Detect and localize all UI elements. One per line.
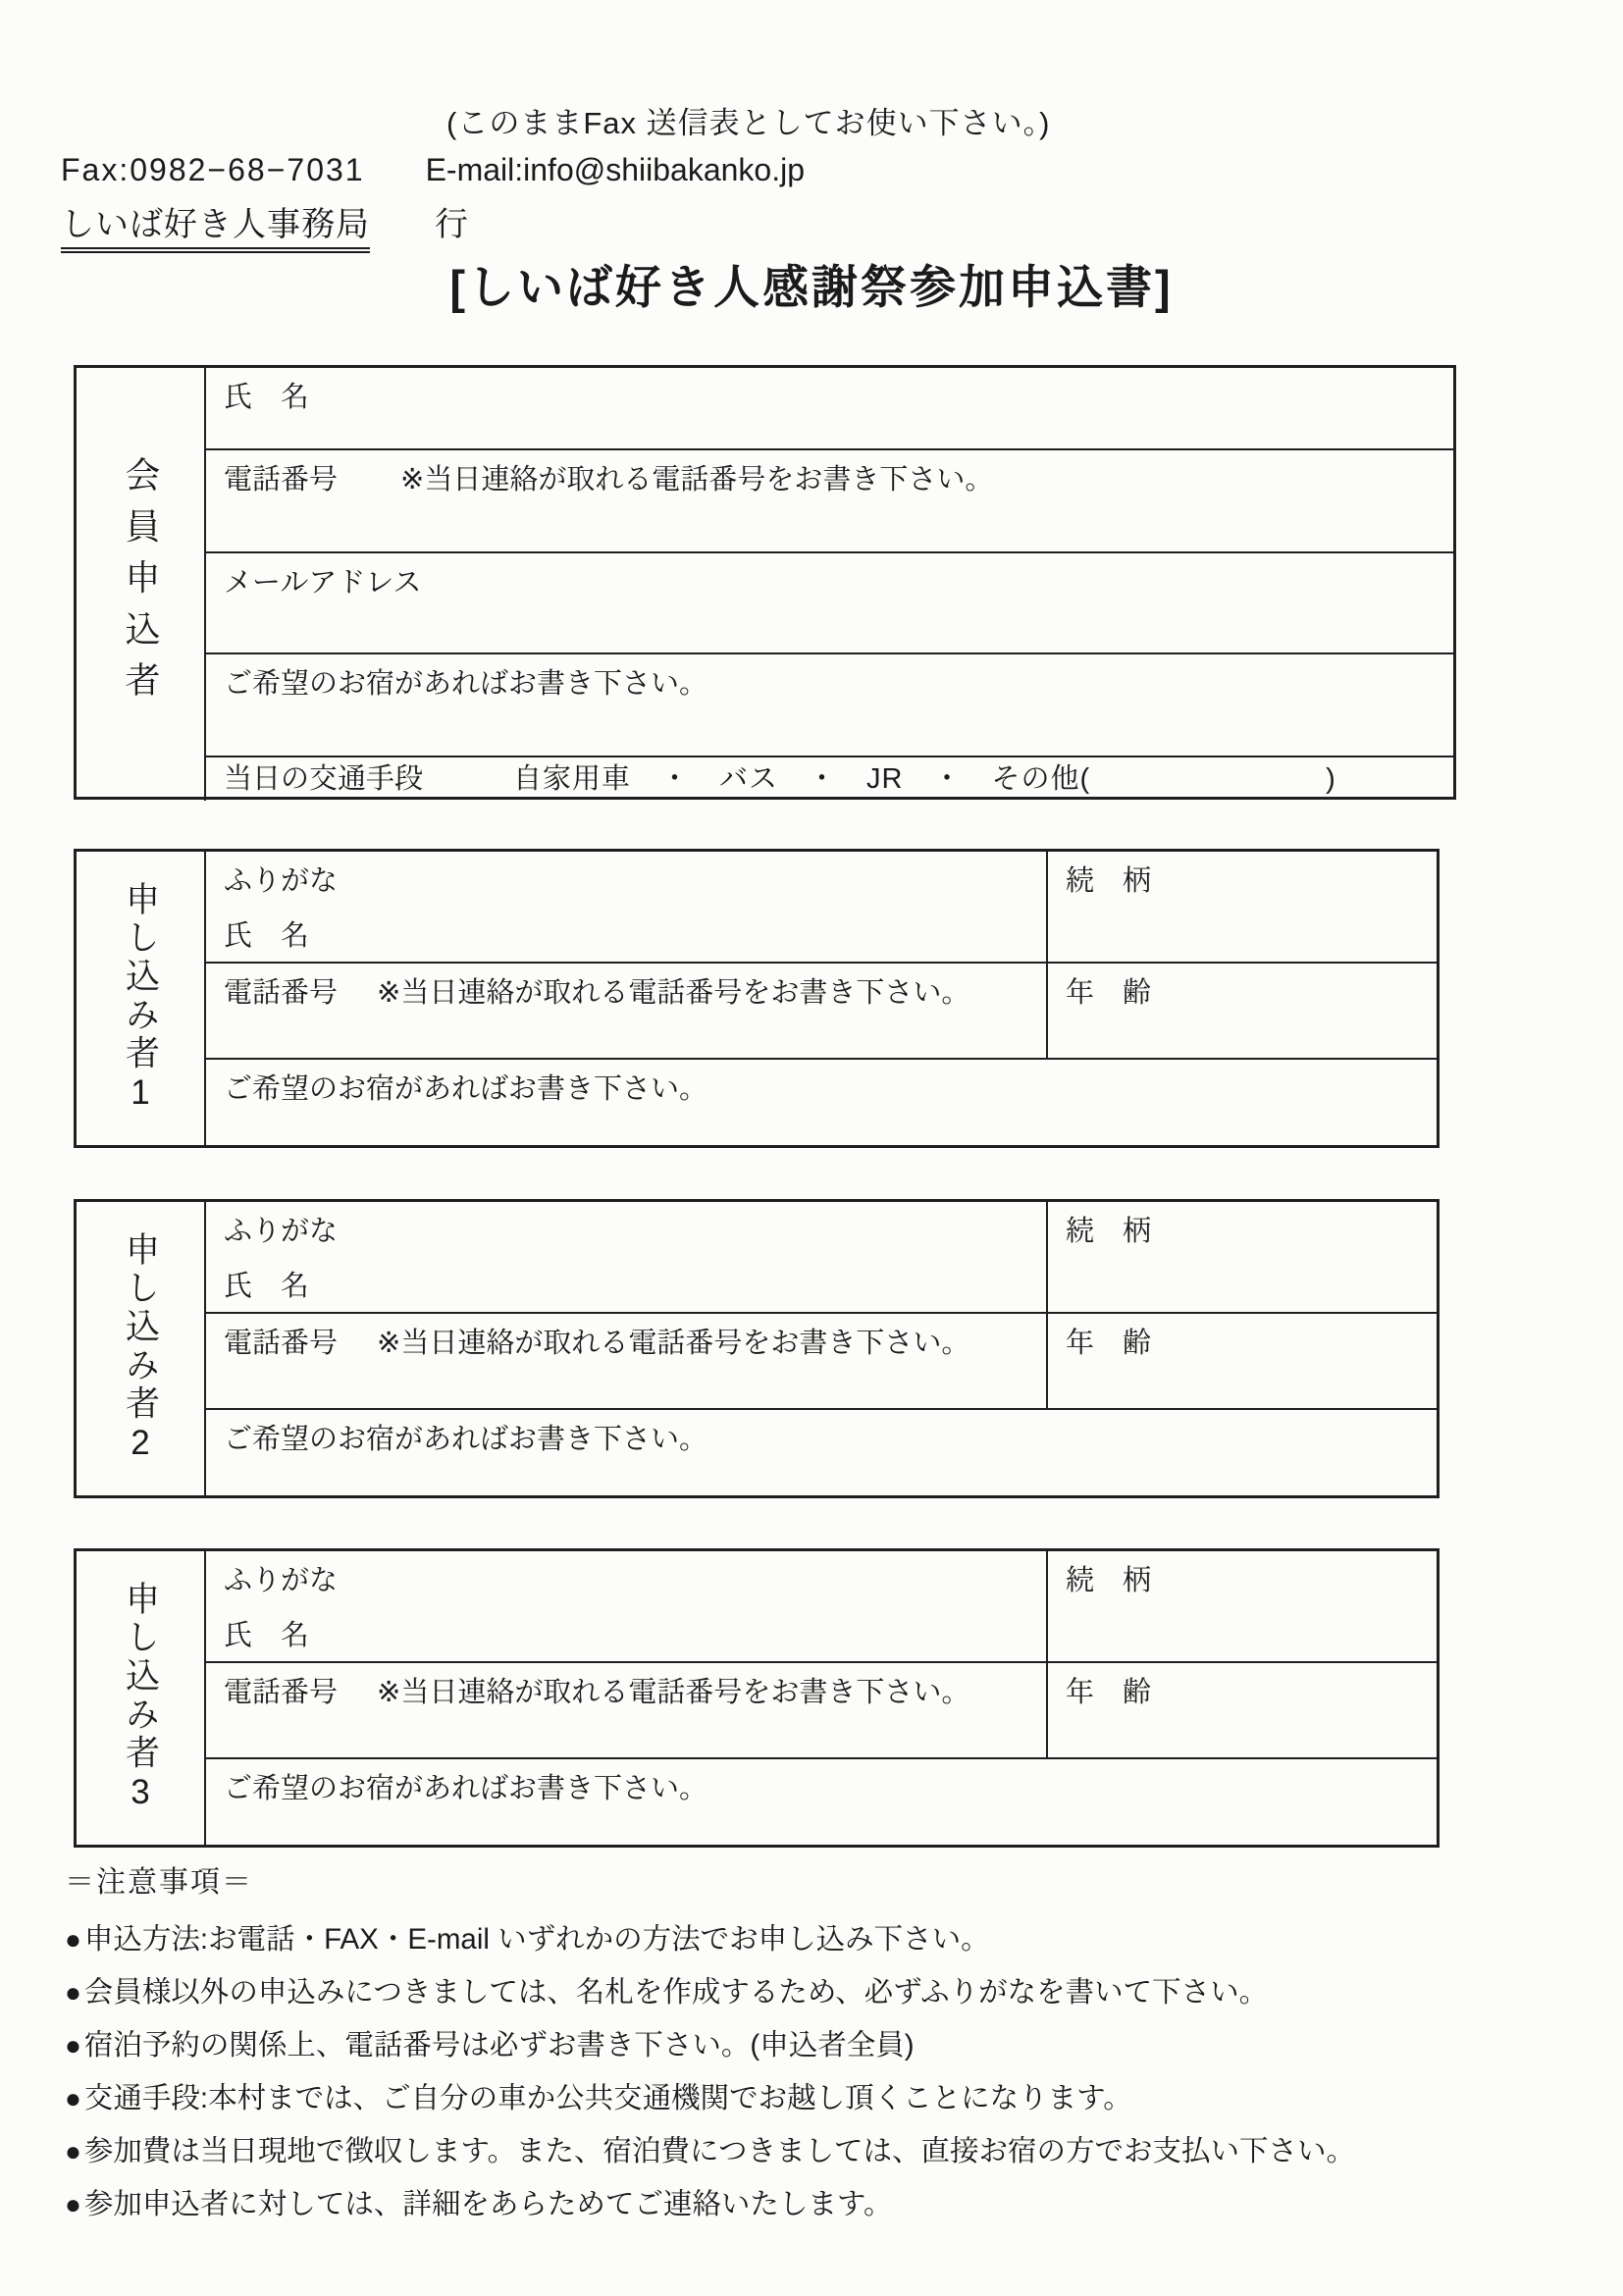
phone-label: 電話番号	[224, 977, 339, 1009]
furigana-label: ふりがな	[224, 1216, 339, 1247]
applicant-2-age-cell	[1046, 1312, 1437, 1408]
applicant-2-lodging-cell	[206, 1408, 1437, 1495]
member-name-label: 氏 名	[224, 382, 310, 413]
lodging-label: ご希望のお宿があればお書き下さい。	[224, 1773, 708, 1804]
phone-note: ※当日連絡が取れる電話番号をお書き下さい。	[377, 1677, 970, 1708]
member-name-cell	[206, 368, 1453, 448]
fax-usage-note: (このままFax 送信表としてお使い下さい。)	[446, 106, 1051, 140]
addressee-line	[61, 197, 468, 253]
fax-email-line	[61, 152, 805, 188]
note-item	[65, 1925, 1556, 1956]
name-label: 氏 名	[224, 919, 310, 952]
applicant-1-relation-cell	[1046, 852, 1437, 962]
age-label: 年 齢	[1066, 977, 1152, 1009]
name-label: 氏 名	[224, 1270, 310, 1302]
notes-heading: ＝注意事項＝	[65, 1866, 253, 1899]
applicant-3-side-label: 申し込み者3	[121, 1580, 160, 1816]
applicant-2-side-label: 申し込み者2	[121, 1230, 160, 1467]
note-text: 参加費は当日現地で徴収します。また、宿泊費につきましては、直接お宿の方でお支払い下さい。	[83, 2134, 1355, 2167]
phone-note: ※当日連絡が取れる電話番号をお書き下さい。	[377, 1328, 970, 1359]
applicant-1-phone-cell	[206, 962, 1046, 1058]
member-side-label-cell	[77, 368, 206, 801]
applicant-3-relation-cell	[1046, 1551, 1437, 1661]
member-applicant-table	[74, 365, 1456, 800]
applicant-2-phone-cell	[206, 1312, 1046, 1408]
applicant-table-3	[74, 1548, 1440, 1848]
lodging-label: ご希望のお宿があればお書き下さい。	[224, 1073, 708, 1105]
relation-label: 続 柄	[1066, 865, 1152, 897]
note-text: 交通手段:本村までは、ご自分の車か公共交通機関でお越し頂くことになります。	[83, 2081, 1132, 2114]
applicant-3-furigana-name-cell	[206, 1551, 1046, 1661]
member-lodging-cell	[206, 652, 1453, 756]
note-text: 会員様以外の申込みにつきましては、名札を作成するため、必ずふりがなを書いて下さい。	[83, 1975, 1269, 2009]
lodging-label: ご希望のお宿があればお書き下さい。	[224, 1424, 708, 1455]
phone-note: ※当日連絡が取れる電話番号をお書き下さい。	[377, 977, 970, 1009]
furigana-label: ふりがな	[224, 1565, 339, 1596]
member-side-label: 会員申込者	[121, 456, 161, 713]
applicant-1-lodging-cell	[206, 1058, 1437, 1145]
bullet-icon: ●	[65, 2188, 81, 2219]
applicant-3-age-cell	[1046, 1661, 1437, 1757]
member-phone-label: 電話番号	[224, 464, 339, 496]
member-phone-cell	[206, 448, 1453, 551]
member-phone-note: ※当日連絡が取れる電話番号をお書き下さい。	[400, 464, 994, 496]
applicant-2-furigana-name-cell	[206, 1202, 1046, 1312]
bullet-icon: ●	[65, 2029, 81, 2061]
notes-section	[65, 1857, 1556, 2243]
applicant-table-2	[74, 1199, 1440, 1498]
applicant-1-age-cell	[1046, 962, 1437, 1058]
applicant-3-phone-cell	[206, 1661, 1046, 1757]
note-text: 申込方法:お電話・FAX・E-mail いずれかの方法でお申し込み下さい。	[83, 1923, 990, 1956]
age-label: 年 齢	[1066, 1677, 1152, 1708]
relation-label: 続 柄	[1066, 1216, 1152, 1247]
name-label: 氏 名	[224, 1619, 310, 1651]
note-item	[65, 2081, 1556, 2114]
applicant-2-side-label-cell	[77, 1202, 206, 1495]
member-email-label: メールアドレス	[224, 567, 422, 599]
form-title: [しいば好き人感謝祭参加申込書]	[449, 261, 1174, 313]
phone-label: 電話番号	[224, 1328, 339, 1359]
age-label: 年 齢	[1066, 1328, 1152, 1359]
note-text: 宿泊予約の関係上、電話番号は必ずお書き下さい。(申込者全員)	[83, 2028, 915, 2061]
applicant-3-side-label-cell	[77, 1551, 206, 1845]
bullet-icon: ●	[65, 2135, 81, 2166]
member-transport-cell	[206, 756, 1453, 801]
member-lodging-label: ご希望のお宿があればお書き下さい。	[224, 668, 708, 700]
note-item	[65, 2187, 1556, 2220]
bullet-icon: ●	[65, 1924, 81, 1955]
applicant-2-relation-cell	[1046, 1202, 1437, 1312]
email-address: E-mail:info@shiibakanko.jp	[425, 152, 806, 187]
note-text: 参加申込者に対しては、詳細をあらためてご連絡いたします。	[83, 2187, 893, 2220]
member-email-cell	[206, 551, 1453, 652]
member-transport-options: 自家用車 ・ バス ・ JR ・ その他( )	[513, 763, 1336, 795]
applicant-3-lodging-cell	[206, 1757, 1437, 1845]
applicant-1-side-label-cell	[77, 852, 206, 1145]
note-item	[65, 2134, 1556, 2167]
applicant-table-1	[74, 849, 1440, 1148]
note-item	[65, 1975, 1556, 2009]
applicant-1-side-label: 申し込み者1	[121, 880, 160, 1117]
relation-label: 続 柄	[1066, 1565, 1152, 1596]
bullet-icon: ●	[65, 1976, 81, 2008]
member-transport-label: 当日の交通手段	[224, 763, 424, 795]
furigana-label: ふりがな	[224, 865, 339, 897]
phone-label: 電話番号	[224, 1677, 339, 1708]
applicant-1-furigana-name-cell	[206, 852, 1046, 962]
office-name: しいば好き人事務局	[61, 197, 370, 253]
note-item	[65, 2028, 1556, 2061]
bullet-icon: ●	[65, 2082, 81, 2113]
addressee-suffix: 行	[435, 206, 468, 243]
fax-number: Fax:0982−68−7031	[61, 152, 365, 187]
